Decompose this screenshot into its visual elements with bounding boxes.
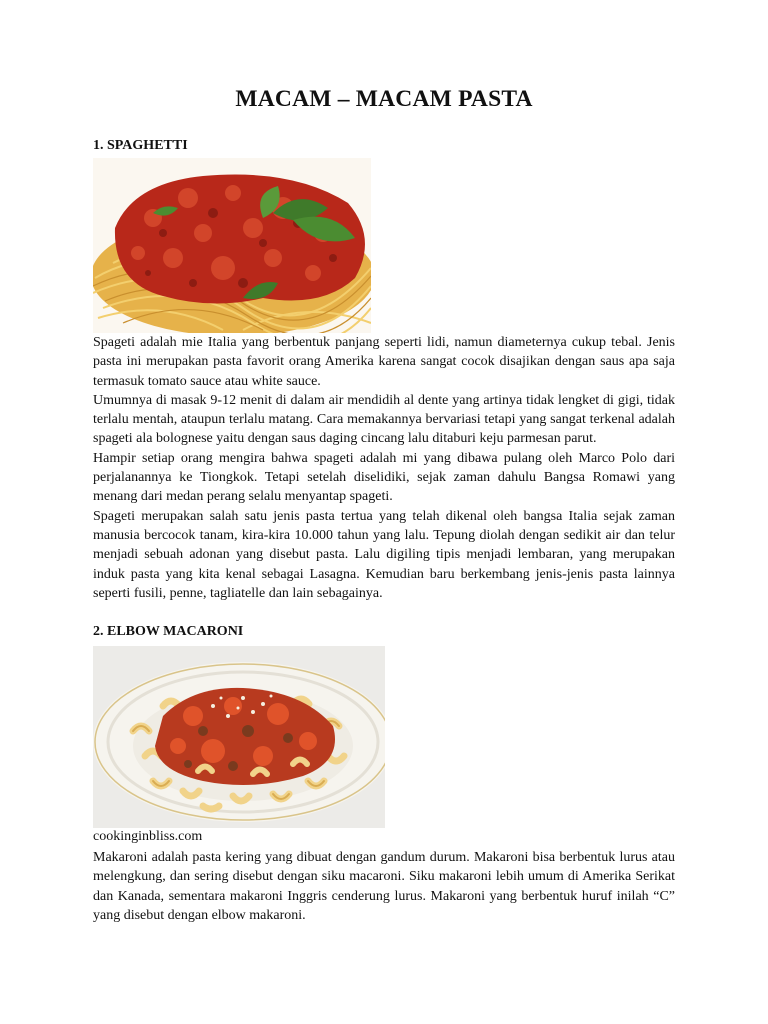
spaghetti-bolognese-photo <box>93 158 371 333</box>
spaghetti-paragraph-4: Spageti merupakan salah satu jenis pasta tertua yang telah dikenal oleh bangsa Italia sejak zaman manusia bercocok tanam, kira-kira 10.000 tahun yang lalu. Tepung diolah dengan sedikit air dan telur menjadi sebuah adonan yang disebut pasta. Lalu digiling tipis menjadi lembaran, yang merupakan induk pasta yang kita kenal sebagai Lasagna. Kemudian baru berkembang jenis-jenis pasta lainnya seperti fusili, penne, tagliatelle dan lain sebagainya. <box>93 508 675 601</box>
image-caption-source: cookinginbliss.com <box>93 829 203 844</box>
elbow-macaroni-plate-photo <box>93 646 385 828</box>
spaghetti-paragraph-3: Hampir setiap orang mengira bahwa spageti adalah mi yang dibawa pulang oleh Marco Polo dari perjalanannya ke Tiongkok. Tetapi setelah diselidiki, sejak zaman dahulu Bangsa Romawi yang menang dari medan perang selalu menyantap spageti. <box>93 450 675 505</box>
section-heading-spaghetti: 1. SPAGHETTI <box>93 138 188 153</box>
spaghetti-paragraph-2: Umumnya di masak 9-12 menit di dalam air mendidih al dente yang artinya tidak lengket di gigi, tidak terlalu mentah, ataupun terlalu matang. Cara memakannya bervariasi tetapi yang sangat terkenal adalah spageti ala bolognese yaitu dengan saus daging cincang lalu ditaburi keju parmesan parut. <box>93 392 675 447</box>
spaghetti-description <box>93 333 675 603</box>
page-title: MACAM – MACAM PASTA <box>235 86 533 112</box>
spaghetti-photo-graphic <box>93 158 371 333</box>
macaroni-photo-graphic <box>93 646 385 828</box>
macaroni-paragraph: Makaroni adalah pasta kering yang dibuat dengan gandum durum. Makaroni bisa berbentuk lurus atau melengkung, dan sering disebut dengan siku macaroni. Siku makaroni lebih umum di Amerika Serikat dan Kanada, sementara makaroni Inggris cenderung lurus. Makaroni yang berbentuk huruf inilah “C” yang disebut dengan elbow makaroni. <box>93 850 675 923</box>
spaghetti-paragraph-1: Spageti adalah mie Italia yang berbentuk panjang seperti lidi, namun diameternya cukup tebal. Jenis pasta ini merupakan pasta favorit orang Amerika karena sangat cocok disajikan dengan saus apa saja termasuk tomato sauce atau white sauce. <box>93 335 675 389</box>
section-heading-elbow-macaroni: 2. ELBOW MACARONI <box>93 624 244 639</box>
